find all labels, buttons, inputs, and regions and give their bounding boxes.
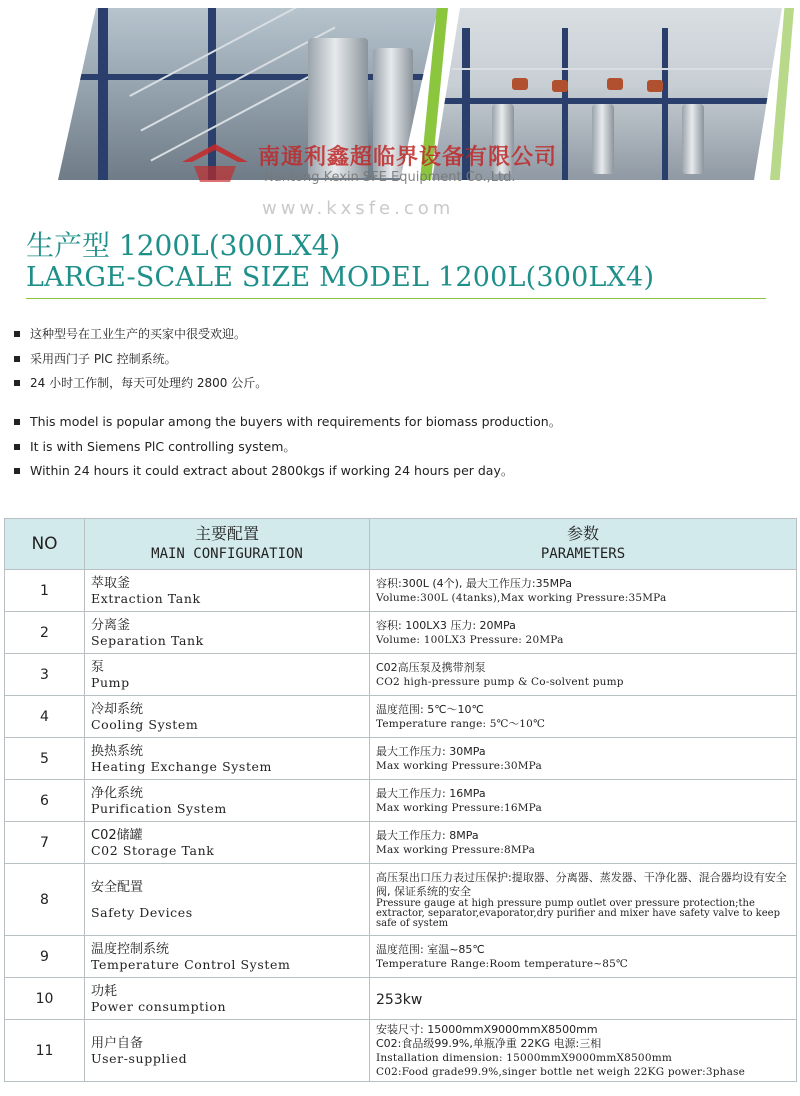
param-line: C02:Food grade99.9%,singer bottle net weigh 22KG power:3phase: [376, 1065, 746, 1078]
col-header-no: NO: [5, 519, 85, 570]
list-item-text: This model is popular among the buyers with requirements for biomass production。: [30, 414, 562, 429]
param-en: Temperature range: 5℃～10℃: [376, 717, 546, 730]
table-row: [5, 780, 797, 822]
table-row: [5, 1020, 797, 1082]
param-cell: [370, 822, 797, 864]
config-name-en: Heating Exchange System: [91, 758, 273, 774]
list-item: [14, 322, 267, 347]
config-name-cn: 功耗: [91, 983, 118, 999]
row-number: 1: [5, 570, 85, 612]
row-number: 2: [5, 612, 85, 654]
bullet-square-icon: [14, 356, 20, 362]
list-item-text: 采用西门子 PlC 控制系统。: [30, 351, 177, 366]
param-cn: 最大工作压力: 30MPa: [376, 744, 486, 758]
config-cell: [85, 822, 370, 864]
param-cn: 温度范围: 5℃～10℃: [376, 702, 484, 716]
param-en: Pressure gauge at high pressure pump outlet over pressure protection;the extractor, separator,evaporator,dry purifier and mixer have safety valve to keep safe of system: [376, 897, 780, 929]
row-number: 7: [5, 822, 85, 864]
config-name-cn: 用户自备: [91, 1035, 144, 1051]
company-name-cn: 南通利鑫超临界设备有限公司: [258, 145, 558, 170]
config-cell: [85, 864, 370, 936]
param-cell: [370, 780, 797, 822]
list-item-text: It is with Siemens PlC controlling system。: [30, 438, 296, 454]
bullet-square-icon: [14, 380, 20, 386]
row-number: 10: [5, 978, 85, 1020]
param-line: Installation dimension: 15000mmX9000mmX8500mm: [376, 1051, 673, 1064]
param-value: 253kw: [376, 991, 423, 1008]
config-name-en: C02 Storage Tank: [91, 842, 215, 858]
param-en: Max working Pressure:30MPa: [376, 759, 542, 772]
param-cell: [370, 612, 797, 654]
param-en: Max working Pressure:8MPa: [376, 843, 536, 856]
config-cell: [85, 936, 370, 978]
table-row: [5, 978, 797, 1020]
param-cn: 最大工作压力: 16MPa: [376, 786, 486, 800]
table-row: [5, 822, 797, 864]
row-number: 11: [5, 1020, 85, 1082]
param-line: C02:食品级99.9%,单瓶净重 22KG 电源:三相: [376, 1036, 602, 1050]
param-cell: [370, 978, 797, 1020]
config-name-en: Pump: [91, 674, 130, 690]
col-header-config-en: MAIN CONFIGURATION: [151, 546, 303, 562]
config-name-cn: 净化系统: [91, 785, 144, 801]
table-row: [5, 570, 797, 612]
config-name-cn: C02储罐: [91, 827, 143, 843]
param-cn: 容积: 100LX3 压力: 20MPa: [376, 618, 516, 632]
bullet-square-icon: [14, 468, 20, 474]
config-name-cn: 换热系统: [91, 743, 144, 759]
table-row: [5, 936, 797, 978]
col-header-params: [370, 519, 797, 570]
config-name-en: Cooling System: [91, 716, 199, 732]
page-title-en: LARGE-SCALE SIZE MODEL 1200L(300LX4): [26, 262, 655, 293]
config-name-cn: 泵: [91, 659, 105, 675]
row-number: 3: [5, 654, 85, 696]
list-item: [14, 410, 561, 435]
config-name-en: Extraction Tank: [91, 590, 201, 606]
config-cell: [85, 738, 370, 780]
bullet-square-icon: [14, 444, 20, 450]
list-item: [14, 371, 267, 396]
col-header-config: [85, 519, 370, 570]
row-number: 8: [5, 864, 85, 936]
table-row: [5, 612, 797, 654]
param-cn: 高压泵出口压力表过压保护:提取器、分离器、蒸发器、干净化器、混合器均设有安全阀, 保证系统的安全: [376, 870, 787, 898]
row-number: 9: [5, 936, 85, 978]
feature-list-en: [14, 410, 561, 484]
config-cell: [85, 1020, 370, 1082]
param-cell: [370, 936, 797, 978]
config-cell: [85, 654, 370, 696]
config-name-en: Safety Devices: [91, 904, 193, 920]
param-en: CO2 high-pressure pump & Co-solvent pump: [376, 675, 624, 688]
table-row: [5, 696, 797, 738]
company-name-en: Nantong Kexin SFE Equipment Co.,Ltd.: [264, 170, 516, 185]
config-cell: [85, 570, 370, 612]
param-cell: [370, 1020, 797, 1082]
param-cn: C02高压泵及携带剂泵: [376, 660, 486, 674]
param-en: Volume: 100LX3 Pressure: 20MPa: [376, 633, 564, 646]
config-name-en: Separation Tank: [91, 632, 204, 648]
bullet-square-icon: [14, 419, 20, 425]
param-cn: 容积:300L (4个), 最大工作压力:35MPa: [376, 576, 572, 590]
config-cell: [85, 696, 370, 738]
config-cell: [85, 978, 370, 1020]
param-cn: 最大工作压力: 8MPa: [376, 828, 479, 842]
list-item-text: 这种型号在工业生产的买家中很受欢迎。: [30, 327, 247, 341]
config-name-cn: 安全配置: [91, 879, 144, 895]
spec-table: [4, 518, 797, 1082]
param-cell: [370, 654, 797, 696]
row-number: 4: [5, 696, 85, 738]
config-name-en: Power consumption: [91, 998, 227, 1014]
table-header-row: [5, 519, 797, 570]
list-item-text: 24 小时工作制，每天可处理约 2800 公斤。: [30, 376, 268, 390]
bullet-square-icon: [14, 331, 20, 337]
col-header-params-en: PARAMETERS: [540, 546, 626, 562]
param-en: Temperature Range:Room temperature~85℃: [376, 957, 628, 970]
list-item-text: Within 24 hours it could extract about 2800kgs if working 24 hours per day。: [30, 463, 514, 478]
list-item: [14, 347, 267, 372]
config-name-cn: 冷却系统: [91, 701, 144, 717]
list-item: [14, 435, 561, 460]
company-url: www.kxsfe.com: [262, 198, 455, 219]
config-cell: [85, 612, 370, 654]
param-cell: [370, 696, 797, 738]
table-row: [5, 738, 797, 780]
config-name-en: Purification System: [91, 800, 227, 816]
config-name-cn: 分离釜: [91, 617, 131, 633]
param-line: 安装尺寸: 15000mmX9000mmX8500mm: [376, 1022, 598, 1036]
row-number: 6: [5, 780, 85, 822]
table-row: [5, 654, 797, 696]
row-number: 5: [5, 738, 85, 780]
param-en: Max working Pressure:16MPa: [376, 801, 542, 814]
col-header-config-cn: 主要配置: [194, 524, 259, 543]
param-cell: [370, 864, 797, 936]
feature-list-cn: [14, 322, 267, 396]
config-name-cn: 温度控制系统: [91, 941, 170, 957]
param-cell: [370, 738, 797, 780]
param-cell: [370, 570, 797, 612]
company-logo: [180, 140, 580, 200]
title-divider: [26, 298, 766, 299]
list-item: [14, 459, 561, 484]
param-en: Volume:300L (4tanks),Max working Pressure:35MPa: [376, 591, 667, 604]
config-cell: [85, 780, 370, 822]
param-cn: 温度范围: 室温~85℃: [376, 942, 485, 956]
config-name-en: User-supplied: [91, 1050, 188, 1066]
config-name-en: Temperature Control System: [91, 956, 291, 972]
page-title-cn: 生产型 1200L(300LX4): [26, 229, 341, 262]
header-banner: [0, 0, 800, 220]
col-header-params-cn: 参数: [566, 524, 599, 543]
table-row: [5, 864, 797, 936]
config-name-cn: 萃取釜: [91, 575, 131, 591]
company-logo-icon: [180, 142, 250, 186]
